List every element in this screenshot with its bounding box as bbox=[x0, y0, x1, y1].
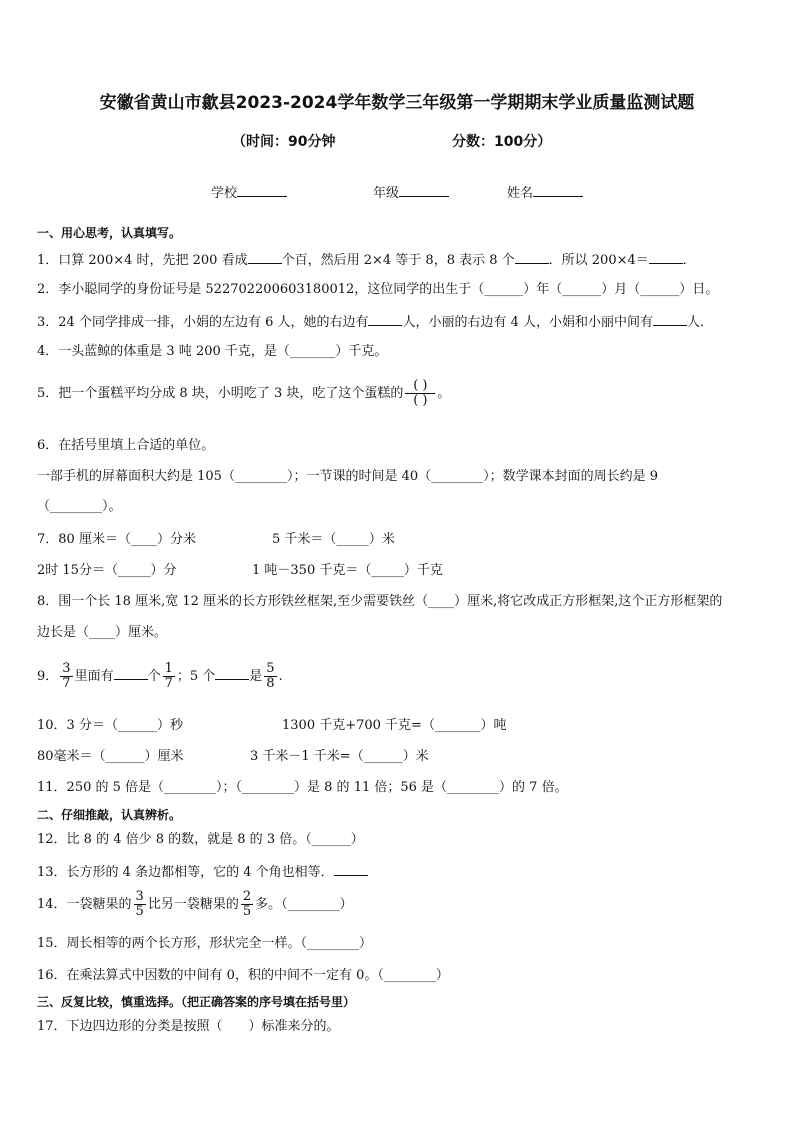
q1-blank-2[interactable] bbox=[515, 251, 549, 264]
question-8: 8．围一个长 18 厘米,宽 12 厘米的长方形铁丝框架,至少需要铁丝（____）厘米,将它改成正方形框架,这个正方形框架的 bbox=[37, 594, 723, 609]
q9-blank-1[interactable] bbox=[114, 667, 148, 680]
name-blank[interactable] bbox=[533, 184, 583, 197]
school-field[interactable] bbox=[211, 182, 287, 201]
question-4: 4．一头蓝鲸的体重是 3 吨 200 千克，是（_______）千克。 bbox=[37, 344, 388, 359]
q3-blank-2[interactable] bbox=[653, 313, 687, 326]
school-label: 学校 bbox=[211, 186, 238, 201]
q9-fraction-1: $\frac{3}{7}$ bbox=[62, 661, 71, 691]
section-3-heading: 三、反复比较，慎重选择。（把正确答案的序号填在括号里） bbox=[37, 995, 356, 1009]
question-6-line-3: （________）。 bbox=[37, 499, 122, 514]
question-7-b2: 1 吨－350 千克＝（_____）千克 bbox=[252, 563, 443, 578]
exam-title: 安徽省黄山市歙县2023-2024学年数学三年级第一学期期末学业质量监测试题 bbox=[99, 93, 695, 113]
q1-blank-1[interactable] bbox=[248, 251, 282, 264]
q1-blank-3[interactable] bbox=[649, 251, 683, 264]
q13-blank[interactable] bbox=[334, 863, 368, 876]
section-2-heading: 二、仔细推敲，认真辨析。 bbox=[37, 808, 182, 822]
question-17: 17．下边四边形的分类是按照（ ）标准来分的。 bbox=[37, 1019, 340, 1034]
question-10-b1: 80毫米＝（______）厘米 bbox=[37, 749, 184, 764]
q5-fraction-blank[interactable]: $\frac{( )}{( )}$ bbox=[405, 379, 435, 408]
question-10-b2: 3 千米－1 千米=（______）米 bbox=[250, 749, 429, 764]
question-8-line-2: 边长是（____）厘米。 bbox=[37, 625, 168, 640]
time-label: （时间：90分钟 bbox=[232, 134, 336, 150]
question-10-a1: 10．3 分＝（______）秒 bbox=[37, 718, 183, 733]
name-field[interactable] bbox=[507, 182, 583, 201]
q9-blank-2[interactable] bbox=[215, 667, 249, 680]
question-10-a2: 1300 千克+700 千克=（_______）吨 bbox=[282, 718, 507, 733]
score-label: 分数：100分） bbox=[452, 134, 552, 150]
question-13: 13．长方形的 4 条边都相等，它的 4 个角也相等． bbox=[37, 863, 368, 881]
q14-fraction-2: $\frac{2}{5}$ bbox=[242, 889, 252, 919]
section-1-heading: 一、用心思考，认真填写。 bbox=[37, 226, 182, 240]
question-2: 2．李小聪同学的身份证号是 522702200603180012，这位同学的出生于（______）年（______）月（______）日。 bbox=[37, 282, 719, 297]
question-7-a2: 5 千米＝（_____）米 bbox=[272, 532, 395, 547]
question-14: 14．一袋糖果的 $\frac{3}{5}$ 比另一袋糖果的 $\frac{2}{5}$ 多。（________） bbox=[37, 889, 353, 919]
name-label: 姓名 bbox=[507, 186, 534, 201]
q9-fraction-2: $\frac{1}{7}$ bbox=[164, 661, 173, 691]
question-16: 16．在乘法算式中因数的中间有 0，积的中间不一定有 0。（________） bbox=[37, 968, 449, 983]
q3-blank-1[interactable] bbox=[368, 313, 402, 326]
question-9: 9． $\frac{3}{7}$ 里面有 个 $\frac{1}{7}$ ；5 个 是 $\frac{5}{8}$ . bbox=[37, 661, 283, 691]
question-1: 1．口算 200×4 时，先把 200 看成 个百，然后用 2×4 等于 8，8 表示 8 个 ．所以 200×4＝ ． bbox=[37, 253, 696, 268]
q9-fraction-3: $\frac{5}{8}$ bbox=[266, 661, 275, 691]
grade-field[interactable] bbox=[373, 182, 449, 201]
question-7-a1: 7．80 厘米＝（____）分米 bbox=[37, 532, 196, 547]
grade-label: 年级 bbox=[373, 186, 400, 201]
question-15: 15．周长相等的两个长方形，形状完全一样。（________） bbox=[37, 936, 373, 951]
question-11: 11．250 的 5 倍是（________）；（________）是 8 的 11 倍；56 是（________）的 7 倍。 bbox=[37, 780, 568, 795]
q14-fraction-1: $\frac{3}{5}$ bbox=[135, 889, 144, 919]
question-6: 6．在括号里填上合适的单位。 bbox=[37, 438, 215, 453]
school-blank[interactable] bbox=[237, 184, 287, 197]
question-7-b1: 2时 15分＝（_____）分 bbox=[37, 563, 177, 578]
question-5: 5．把一个蛋糕平均分成 8 块，小明吃了 3 块，吃了这个蛋糕的 $\frac{( )}{( )}$ 。 bbox=[37, 378, 451, 408]
question-6-line-2: 一部手机的屏幕面积大约是 105（________）；一节课的时间是 40（________）；数学课本封面的周长约是 9 bbox=[37, 469, 659, 484]
grade-blank[interactable] bbox=[399, 184, 449, 197]
question-12: 12．比 8 的 4 倍少 8 的数，就是 8 的 3 倍。（______） bbox=[37, 832, 364, 847]
question-3: 3．24 个同学排成一排，小娟的左边有 6 人，她的右边有 人，小丽的右边有 4 人，小娟和小丽中间有 人． bbox=[37, 315, 714, 330]
